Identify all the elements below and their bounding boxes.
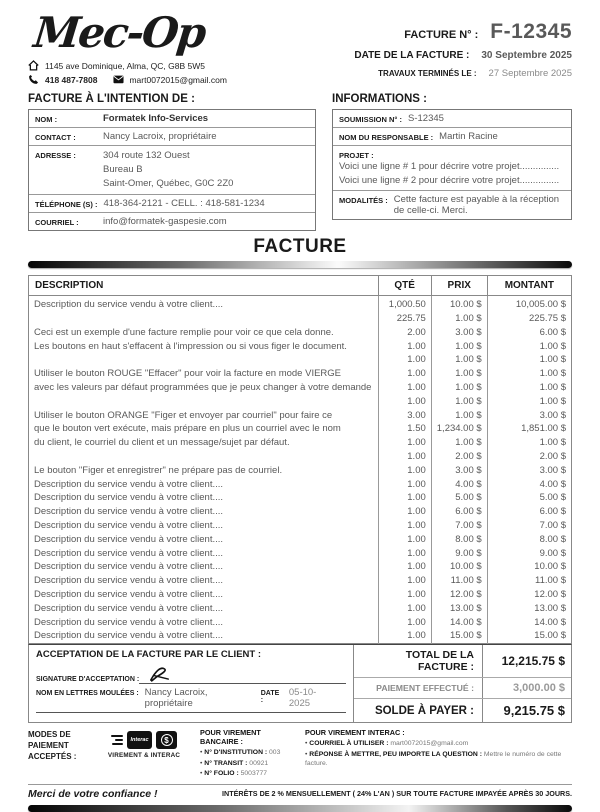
cell-qty: 1.00 — [378, 505, 431, 519]
header-qty: QTÉ — [378, 276, 431, 296]
cell-qty: 1,000.50 — [378, 296, 431, 312]
table-row — [29, 326, 572, 340]
cell-amount: 6.00 $ — [487, 505, 571, 519]
cell-qty: 1.00 — [378, 602, 431, 616]
client-name: Formatek Info-Services — [103, 113, 209, 125]
etransfer-icon — [111, 735, 123, 745]
printed-name-label: NOM EN LETTRES MOULÉES : — [36, 690, 139, 698]
cell-description: Description du service vendu à votre client.... — [34, 506, 224, 518]
payment-modes-label: MODES DE PAIEMENT ACCEPTÉS : — [28, 730, 77, 761]
cell-qty: 1.00 — [378, 519, 431, 533]
totals-acceptance-block — [28, 644, 572, 723]
cell-qty: 1.00 — [378, 367, 431, 381]
printed-name-row — [36, 684, 346, 713]
cell-price: 7.00 $ — [431, 519, 487, 533]
cell-amount: 1.00 $ — [487, 436, 571, 450]
cell-amount: 15.00 $ — [487, 629, 571, 643]
bill-to-row-adresse — [29, 146, 315, 195]
total-label: TOTAL DE LA FACTURE : — [405, 649, 474, 674]
cell-price: 3.00 $ — [431, 326, 487, 340]
cell-amount: 13.00 $ — [487, 602, 571, 616]
cell-qty: 1.00 — [378, 533, 431, 547]
courriel-label: COURRIEL : — [35, 218, 79, 228]
header-description: DESCRIPTION — [29, 276, 379, 296]
header — [28, 10, 572, 85]
info-row-soumission — [333, 110, 571, 128]
cell-qty: 1.00 — [378, 353, 431, 367]
table-row — [29, 491, 572, 505]
signature-line — [139, 669, 346, 684]
cell-qty: 1.00 — [378, 616, 431, 630]
cell-description: Ceci est un exemple d'une facture remplie pour voir ce que cela donne. — [34, 326, 334, 338]
telephone-label: TÉLÉPHONE (S) : — [35, 200, 98, 210]
cell-price: 14.00 $ — [431, 616, 487, 630]
contact-block — [28, 60, 227, 85]
table-row — [29, 574, 572, 588]
cell-qty: 1.00 — [378, 629, 431, 643]
cell-qty: 1.00 — [378, 491, 431, 505]
cell-price: 1.00 $ — [431, 381, 487, 395]
modalites-text: Cette facture est payable à la réception de celle-ci. Merci. — [393, 194, 560, 217]
cell-amount: 3.00 $ — [487, 409, 571, 423]
contact-label: CONTACT : — [35, 133, 76, 143]
cell-price: 6.00 $ — [431, 505, 487, 519]
envelope-icon — [113, 74, 124, 85]
table-row — [29, 464, 572, 478]
cell-description — [29, 353, 379, 367]
cell-description: Description du service vendu à votre client.... — [34, 561, 224, 573]
invoice-number-row — [354, 20, 572, 44]
text-line: 304 route 132 Ouest — [103, 150, 190, 162]
invoice-table-body — [29, 296, 572, 644]
thanks-row — [28, 785, 572, 803]
invoice-number-label: FACTURE N° : — [404, 29, 479, 41]
balance-due-row — [354, 699, 571, 722]
cell-description: Description du service vendu à votre client.... — [34, 602, 224, 614]
info-section — [28, 93, 572, 231]
cell-description: Description du service vendu à votre client.... — [34, 492, 224, 504]
client-contact: Nancy Lacroix, propriétaire — [103, 131, 217, 143]
table-row — [29, 312, 572, 326]
table-row — [29, 450, 572, 464]
invoice-number: F-12345 — [490, 20, 572, 43]
cell-amount: 10.00 $ — [487, 560, 571, 574]
client-address — [103, 149, 233, 191]
cell-amount: 3.00 $ — [487, 464, 571, 478]
payment-detail-item: • N° TRANSIT : 00921 — [200, 759, 269, 767]
cell-amount: 6.00 $ — [487, 326, 571, 340]
modalites-label: MODALITÉS : — [339, 196, 388, 206]
table-row — [29, 436, 572, 450]
signature-mark-icon — [149, 666, 171, 683]
text-line: Bureau B — [103, 164, 143, 176]
payment-made-row — [354, 678, 571, 699]
table-row — [29, 409, 572, 423]
text-line: Saint-Omer, Québec, G0C 2Z0 — [103, 178, 234, 190]
table-row — [29, 560, 572, 574]
header-price: PRIX — [431, 276, 487, 296]
bill-to-row-nom — [29, 110, 315, 128]
invoice-meta — [354, 10, 572, 85]
cell-price: 1.00 $ — [431, 436, 487, 450]
payment-icons-block — [98, 728, 190, 779]
divider-bar-top — [28, 261, 572, 268]
cell-amount: 1.00 $ — [487, 395, 571, 409]
nom-label: NOM : — [35, 115, 58, 125]
cell-price: 1.00 $ — [431, 312, 487, 326]
cell-qty: 1.00 — [378, 574, 431, 588]
informations-title: INFORMATIONS : — [332, 93, 427, 106]
cell-amount: 1.00 $ — [487, 367, 571, 381]
cell-qty: 1.00 — [378, 478, 431, 492]
bank-transfer-column — [200, 728, 295, 779]
phone-email-line — [28, 74, 227, 85]
info-row-responsable — [333, 128, 571, 146]
cell-price: 1,234.00 $ — [431, 422, 487, 436]
cell-qty: 1.00 — [378, 588, 431, 602]
acceptance-date-label: DATE : — [260, 690, 280, 705]
invoice-table — [28, 275, 572, 644]
cell-description — [29, 450, 379, 464]
cell-price: 8.00 $ — [431, 533, 487, 547]
cell-amount: 225.75 $ — [487, 312, 571, 326]
client-phone: 418-364-2121 - CELL. : 418-581-1234 — [103, 198, 265, 210]
cell-description: Les boutons en haut s'effacent à l'impression ou si vous figer le document. — [34, 340, 347, 352]
payment-detail-item: • N° FOLIO : 5003777 — [200, 770, 268, 778]
cell-description: Utiliser le bouton ROUGE "Effacer" pour voir la facture en mode VIERGE — [34, 368, 342, 380]
cell-qty: 1.00 — [378, 381, 431, 395]
acceptance-title: ACCEPTATION DE LA FACTURE PAR LE CLIENT : — [36, 649, 262, 661]
table-row — [29, 588, 572, 602]
cell-qty: 1.00 — [378, 464, 431, 478]
company-address: 1145 ave Dominique, Alma, QC, G8B 5W5 — [45, 60, 206, 71]
payment-made-value: 3,000.00 $ — [482, 678, 571, 698]
header-amount: MONTANT — [487, 276, 571, 296]
soumission-number: S-12345 — [408, 113, 444, 125]
invoice-date-label: DATE DE LA FACTURE : — [354, 50, 470, 61]
cell-amount: 2.00 $ — [487, 450, 571, 464]
document-title: FACTURE — [253, 236, 347, 258]
cell-description: avec les valeurs par défaut programmées que je peux changer à votre demande — [34, 381, 372, 393]
home-icon — [28, 60, 39, 71]
table-row — [29, 353, 572, 367]
cell-description: Description du service vendu à votre client.... — [34, 519, 224, 531]
cell-description: Le bouton "Figer et enregistrer" ne prépare pas de courriel. — [34, 464, 283, 476]
total-row — [354, 645, 571, 678]
dollar-icon: $ — [156, 731, 177, 749]
interac-icon: Interac — [127, 731, 152, 749]
table-row — [29, 616, 572, 630]
cell-price: 1.00 $ — [431, 395, 487, 409]
payment-detail-item: • COURRIEL À UTILISER : mart0072015@gmail.com — [305, 740, 469, 748]
cell-price: 1.00 $ — [431, 367, 487, 381]
cell-description: Description du service vendu à votre client.... — [34, 478, 224, 490]
cell-description: Description du service vendu à votre client.... — [34, 588, 224, 600]
acceptance-cell — [29, 645, 354, 722]
cell-price: 4.00 $ — [431, 478, 487, 492]
table-row — [29, 519, 572, 533]
interac-transfer-column — [305, 728, 572, 779]
cell-qty: 1.00 — [378, 450, 431, 464]
address-line — [28, 60, 227, 71]
bill-to-row-contact — [29, 128, 315, 146]
table-header-row — [29, 276, 572, 296]
responsable-name: Martin Racine — [439, 131, 498, 143]
bill-to-row-telephone — [29, 195, 315, 213]
projet-description — [339, 160, 565, 187]
work-done-date: 27 Septembre 2025 — [488, 68, 572, 79]
cell-description: Description du service vendu à votre client.... — [34, 533, 224, 545]
payment-detail-item: • N° D'INSTITUTION : 003 — [200, 749, 281, 757]
brand-block — [28, 10, 227, 85]
table-row — [29, 478, 572, 492]
soumission-label: SOUMISSION N° : — [339, 115, 403, 125]
cell-price: 1.00 $ — [431, 340, 487, 354]
cell-description — [29, 395, 379, 409]
bill-to-title: FACTURE À L'INTENTION DE : — [28, 93, 195, 106]
cell-qty: 1.00 — [378, 547, 431, 561]
informations-table — [332, 109, 572, 220]
cell-qty: 225.75 — [378, 312, 431, 326]
cell-price: 13.00 $ — [431, 602, 487, 616]
balance-due-value: 9,215.75 $ — [482, 699, 571, 722]
interac-transfer-items — [305, 739, 572, 768]
table-row — [29, 367, 572, 381]
cell-description: du client, le courriel du client et un message/sujet par défaut. — [34, 437, 290, 449]
info-row-modalites — [333, 191, 571, 219]
cell-description: Description du service vendu à votre client.... — [34, 547, 224, 559]
cell-price: 11.00 $ — [431, 574, 487, 588]
bill-to-table — [28, 109, 316, 231]
cell-amount: 9.00 $ — [487, 547, 571, 561]
invoice-date: 30 Septembre 2025 — [481, 50, 572, 61]
cell-price: 3.00 $ — [431, 464, 487, 478]
cell-qty: 1.50 — [378, 422, 431, 436]
bank-transfer-items — [200, 748, 295, 779]
cell-qty: 1.00 — [378, 560, 431, 574]
company-email: mart0072015@gmail.com — [129, 74, 227, 85]
cell-amount: 1.00 $ — [487, 381, 571, 395]
cell-price: 1.00 $ — [431, 353, 487, 367]
cell-description: Description du service vendu à votre client.... — [34, 630, 224, 642]
thanks-message: Merci de votre confiance ! — [28, 787, 158, 800]
cell-description: Description du service vendu à votre client.... — [34, 616, 224, 628]
table-row — [29, 296, 572, 312]
cell-price: 1.00 $ — [431, 409, 487, 423]
bill-to-column — [28, 93, 316, 231]
cell-price: 9.00 $ — [431, 547, 487, 561]
table-row — [29, 533, 572, 547]
totals-cell — [354, 645, 571, 722]
text-line: Voici une ligne # 1 pour décrire votre projet............... — [339, 161, 560, 173]
cell-description: Utiliser le bouton ORANGE "Figer et envoyer par courriel" pour faire ce — [34, 409, 333, 421]
company-logo: Mec-Op — [31, 8, 207, 57]
work-done-row — [354, 68, 572, 79]
cell-price: 2.00 $ — [431, 450, 487, 464]
table-row — [29, 629, 572, 643]
cell-amount: 5.00 $ — [487, 491, 571, 505]
cell-description — [29, 312, 379, 326]
table-row — [29, 395, 572, 409]
adresse-label: ADRESSE : — [35, 151, 76, 161]
text-line: Voici une ligne # 2 pour décrire votre projet............... — [339, 174, 560, 186]
signature-row — [36, 669, 346, 684]
table-row — [29, 340, 572, 354]
table-row — [29, 547, 572, 561]
cell-price: 10.00 $ — [431, 560, 487, 574]
client-email: info@formatek-gaspesie.com — [103, 216, 227, 228]
cell-qty: 1.00 — [378, 395, 431, 409]
interest-notice: INTÉRÊTS DE 2 % MENSUELLEMENT ( 24% L'AN ) SUR TOUTE FACTURE IMPAYÉE APRÈS 30 JOURS. — [222, 789, 572, 799]
total-value: 12,215.75 $ — [482, 645, 571, 677]
divider-bar-bottom — [28, 805, 572, 812]
cell-amount: 4.00 $ — [487, 478, 571, 492]
email-wrap — [113, 74, 226, 85]
cell-qty: 2.00 — [378, 326, 431, 340]
cell-amount: 10,005.00 $ — [487, 296, 571, 312]
cell-price: 12.00 $ — [431, 588, 487, 602]
phone-icon — [28, 74, 39, 85]
cell-price: 5.00 $ — [431, 491, 487, 505]
payment-section — [28, 728, 572, 779]
bill-to-row-courriel — [29, 213, 315, 230]
cell-qty: 3.00 — [378, 409, 431, 423]
acceptance-date: 05-10-2025 — [288, 687, 317, 710]
cell-amount: 14.00 $ — [487, 616, 571, 630]
table-row — [29, 602, 572, 616]
company-phone: 418 487-7808 — [45, 74, 98, 85]
cell-description: Description du service vendu à votre client.... — [34, 575, 224, 587]
cell-amount: 7.00 $ — [487, 519, 571, 533]
cell-qty: 1.00 — [378, 340, 431, 354]
cell-amount: 1,851.00 $ — [487, 422, 571, 436]
signature-label: SIGNATURE D'ACCEPTATION : — [36, 676, 140, 684]
payment-icons-caption: VIREMENT & INTERAC — [107, 752, 181, 760]
table-row — [29, 505, 572, 519]
cell-amount: 1.00 $ — [487, 340, 571, 354]
invoice-date-row — [354, 50, 572, 61]
informations-column — [332, 93, 572, 231]
interac-transfer-title: POUR VIREMENT INTERAC : — [305, 728, 405, 738]
cell-amount: 1.00 $ — [487, 353, 571, 367]
info-row-projet — [333, 146, 571, 191]
cell-amount: 11.00 $ — [487, 574, 571, 588]
projet-label: PROJET : — [339, 151, 374, 161]
bank-transfer-title: POUR VIREMENT BANCAIRE : — [200, 728, 261, 747]
printed-name: Nancy Lacroix, propriétaire — [144, 687, 208, 710]
cell-qty: 1.00 — [378, 436, 431, 450]
balance-due-label: SOLDE À PAYER : — [374, 704, 474, 717]
payment-detail-item: • RÉPONSE À METTRE, PEU IMPORTE LA QUESTION : Mettre le numéro de cette facture. — [305, 750, 562, 767]
cell-amount: 12.00 $ — [487, 588, 571, 602]
table-row — [29, 422, 572, 436]
payment-made-label: PAIEMENT EFFECTUÉ : — [376, 683, 474, 694]
work-done-label: TRAVAUX TERMINÉS LE : — [378, 69, 477, 78]
responsable-label: NOM DU RESPONSABLE : — [339, 133, 434, 143]
cell-amount: 8.00 $ — [487, 533, 571, 547]
cell-price: 15.00 $ — [431, 629, 487, 643]
table-row — [29, 381, 572, 395]
cell-description: que le bouton vert exécute, mais prépare en plus un courriel avec le nom — [34, 423, 341, 435]
cell-price: 10.00 $ — [431, 296, 487, 312]
cell-description: Description du service vendu à votre client.... — [34, 299, 224, 311]
